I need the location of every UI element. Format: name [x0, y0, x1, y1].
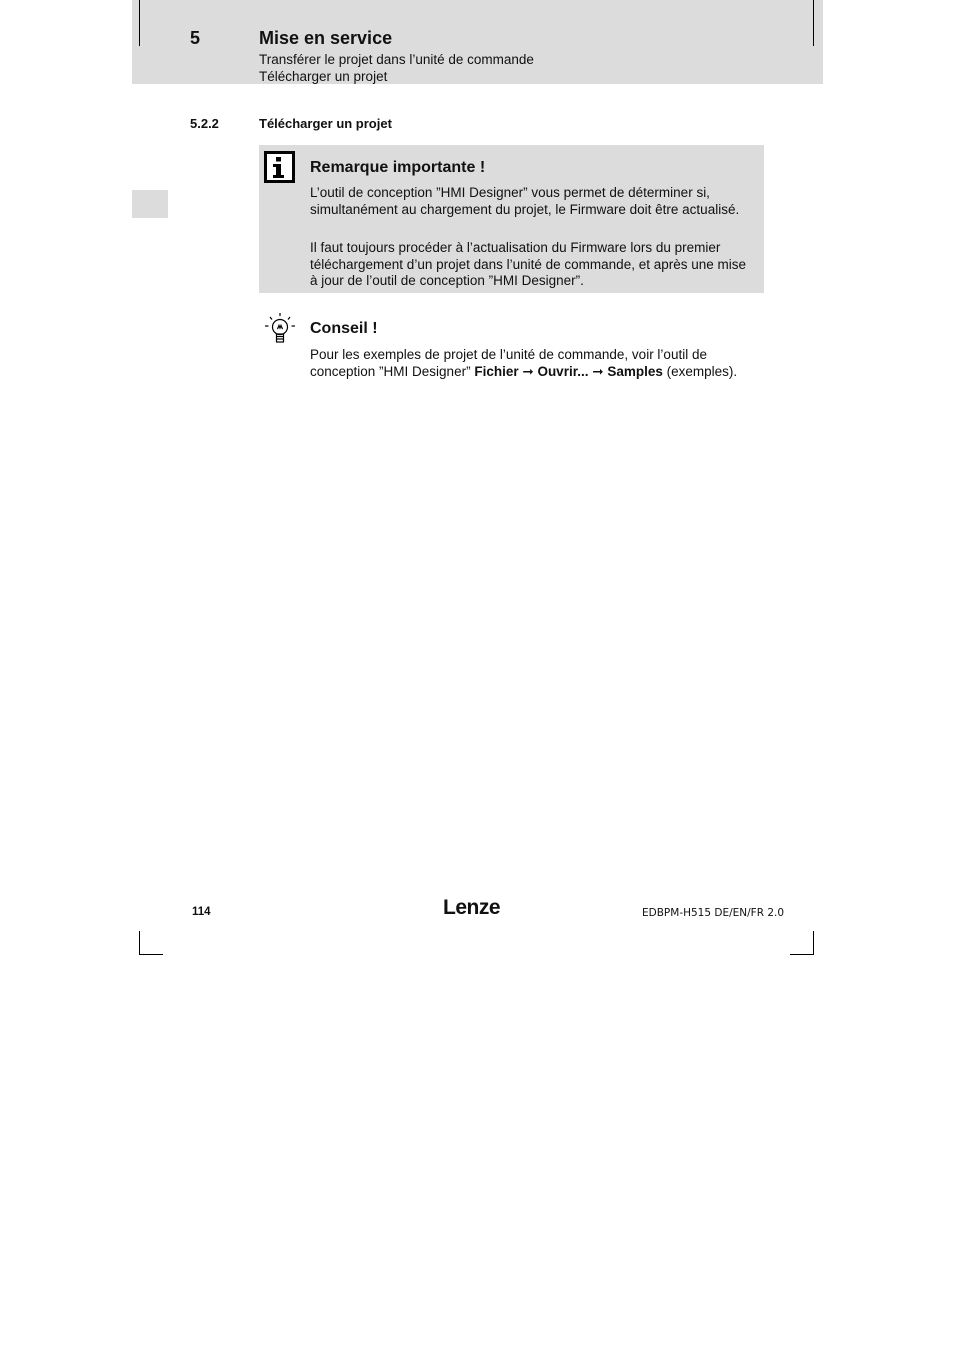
- info-icon: [264, 151, 295, 183]
- note-title: Remarque importante !: [310, 159, 486, 176]
- crop-mark-bottom-right-h: [790, 954, 814, 955]
- tip-text-before: Pour les exemples de projet de l’unité de commande, voir l’outil de conception ”HMI Designer”: [310, 347, 707, 379]
- note-paragraph-1: L’outil de conception ”HMI Designer” vous permet de déterminer si, simultanément au chargement du projet, le Firmware doit être actualisé.: [310, 185, 740, 217]
- header-subtitle-2: Télécharger un projet: [259, 69, 388, 84]
- arrow-icon: ➞: [522, 364, 534, 379]
- chapter-number: 5: [190, 28, 201, 48]
- page-number: 114: [192, 906, 211, 918]
- crop-mark-top-left: [139, 0, 140, 46]
- arrow-icon: ➞: [592, 364, 604, 379]
- menu-path-ouvrir: Ouvrir...: [537, 364, 589, 379]
- section-number: 5.2.2: [190, 116, 219, 131]
- side-tab-marker: [132, 190, 168, 218]
- menu-path-fichier: Fichier: [474, 364, 519, 379]
- crop-mark-bottom-left-v: [139, 931, 140, 955]
- document-code: EDBPM-H515 DE/EN/FR 2.0: [642, 907, 785, 919]
- crop-mark-bottom-right-v: [813, 931, 814, 955]
- lenze-logo: Lenze: [443, 896, 501, 919]
- tip-text: [310, 346, 760, 380]
- crop-mark-bottom-left-h: [139, 954, 163, 955]
- header-band: [132, 0, 823, 84]
- section-title: Télécharger un projet: [259, 116, 392, 131]
- tip-title: Conseil !: [310, 320, 378, 337]
- tip-text-after: (exemples).: [662, 364, 738, 379]
- chapter-title: Mise en service: [259, 28, 393, 48]
- menu-path-samples: Samples: [607, 364, 663, 379]
- lightbulb-icon: [263, 312, 297, 346]
- crop-mark-top-right: [813, 0, 814, 46]
- header-subtitle-1: Transférer le projet dans l’unité de commande: [259, 52, 534, 67]
- note-paragraph-2: Il faut toujours procéder à l’actualisation du Firmware lors du premier téléchargement d’un projet dans l’unité de commande, et après une mise à jour de l’outil de conception ”HMI Designer”.: [310, 240, 747, 288]
